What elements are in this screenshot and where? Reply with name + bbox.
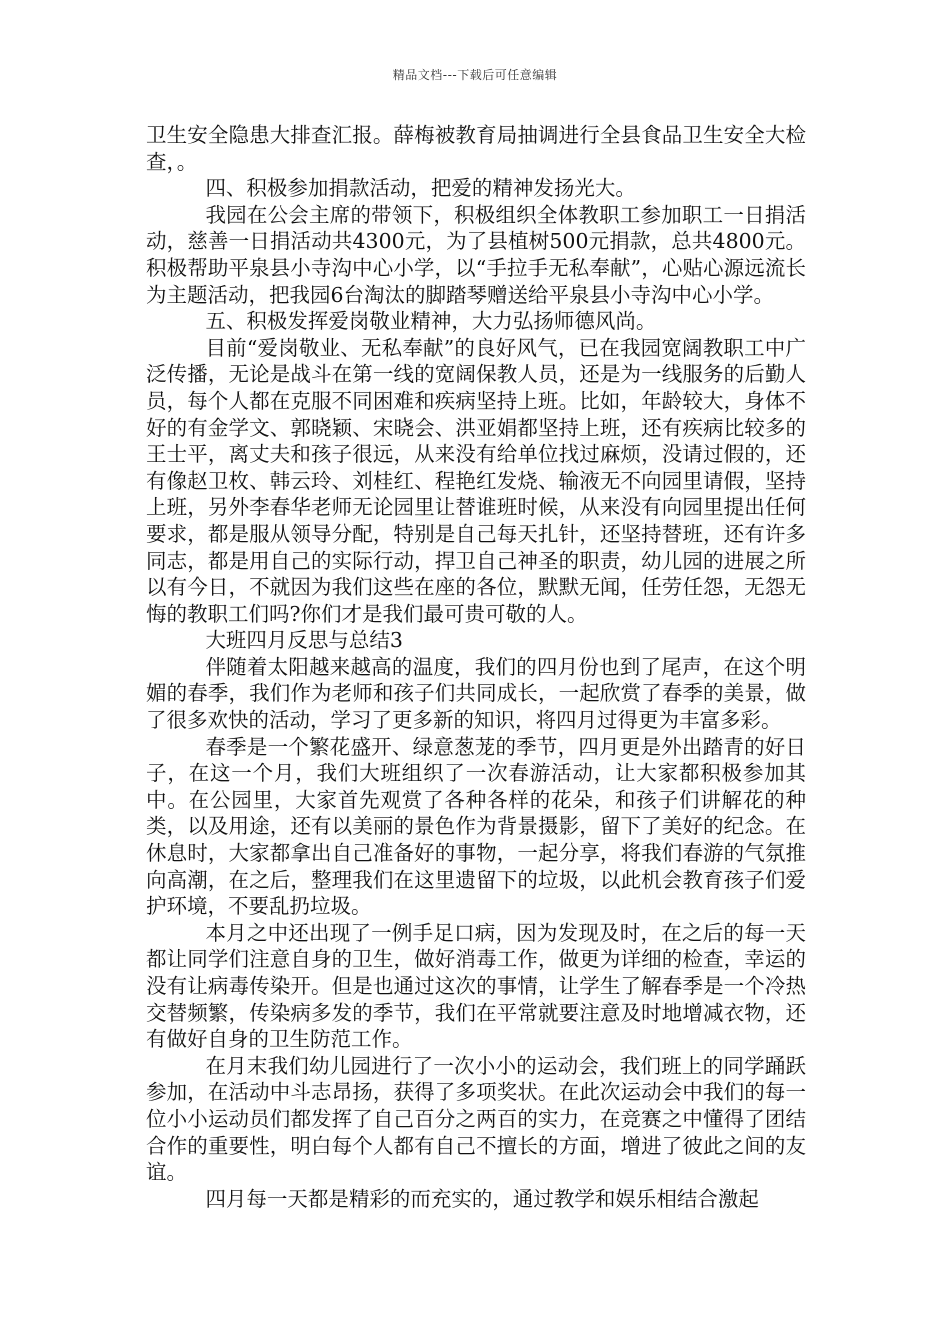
page-header: 精品文档---下载后可任意编辑 xyxy=(392,68,558,82)
article-title: 大班四月反思与总结3 xyxy=(205,628,403,653)
paragraph-8: 四月每一天都是精彩的而充实的，通过教学和娱乐相结合激起 xyxy=(205,1186,759,1211)
paragraph-3: 目前“爱岗敬业、无私奉献”的良好风气，已在我园宽阔教职工中广泛传播，无论是战斗在第一线的宽阔保教人员，还是为一线服务的后勤人员，每个人都在克服不同困难和疾病坚持上班。比如，年龄较大，身体不好的有金学文、郭晓颖、宋晓会、洪亚娟都坚持上班，还有疾病比较多的王士平，离丈夫和孩子很远，从来没有给单位找过麻烦，没请过假的，还有像赵卫枚、韩云玲、刘桂红、程艳红发烧、输液无不向园里请假，坚持上班，另外李春华老师无论园里让替谁班时候，从来没有向园里提出任何要求，都是服从领导分配，特别是自己每天扎针，还坚持替班，还有许多同志，都是用自己的实际行动，捍卫自己神圣的职责，幼儿园的进展之所以有今日，不就因为我们这些在座的各位，默默无闻，任劳任怨，无怨无悔的教职工们吗?你们才是我们最可贵可敬的人。 xyxy=(146,335,806,626)
section-heading-4: 四、积极参加捐款活动，把爱的精神发扬光大。 xyxy=(205,176,636,201)
section-heading-5: 五、积极发挥爱岗敬业精神，大力弘扬师德风尚。 xyxy=(205,309,657,334)
paragraph-5: 春季是一个繁花盛开、绿意葱茏的季节，四月更是外出踏青的好日子，在这一个月，我们大班组织了一次春游活动，让大家都积极参加其中。在公园里，大家首先观赏了各种各样的花朵，和孩子们讲解花的种类，以及用途，还有以美丽的景色作为背景摄影，留下了美好的纪念。在休息时，大家都拿出自己准备好的事物，一起分享，将我们春游的气氛推向高潮，在之后，整理我们在这里遗留下的垃圾，以此机会教育孩子们爱护环境，不要乱扔垃圾。 xyxy=(146,734,806,919)
paragraph-4: 伴随着太阳越来越高的温度，我们的四月份也到了尾声，在这个明媚的春季，我们作为老师和孩子们共同成长，一起欣赏了春季的美景，做了很多欢快的活动，学习了更多新的知识，将四月过得更为丰富多彩。 xyxy=(146,654,806,733)
paragraph-2: 我园在公会主席的带领下，积极组织全体教职工参加职工一日捐活动，慈善一日捐活动共4300元，为了县植树500元捐款，总共4800元。积极帮助平泉县小寺沟中心小学，以“手拉手无私奉献”，心贴心源远流长为主题活动，把我园6台淘汰的脚踏琴赠送给平泉县小寺沟中心小学。 xyxy=(146,202,806,307)
paragraph-7: 在月末我们幼儿园进行了一次小小的运动会，我们班上的同学踊跃参加，在活动中斗志昂扬，获得了多项奖状。在此次运动会中我们的每一位小小运动员们都发挥了自己百分之两百的实力，在竞赛之中懂得了团结合作的重要性，明白每个人都有自己不擅长的方面，增进了彼此之间的友谊。 xyxy=(146,1053,806,1185)
document-body xyxy=(146,122,806,1212)
paragraph-1: 卫生安全隐患大排查汇报。薛梅被教育局抽调进行全县食品卫生安全大检查，。 xyxy=(146,123,806,174)
paragraph-6: 本月之中还出现了一例手足口病，因为发现及时，在之后的每一天都让同学们注意自身的卫生，做好消毒工作，做更为详细的检查，幸运的没有让病毒传染开。但是也通过这次的事情，让学生了解春季是一个冷热交替频繁，传染病多发的季节，我们在平常就要注意及时地增减衣物，还有做好自身的卫生防范工作。 xyxy=(146,920,806,1052)
